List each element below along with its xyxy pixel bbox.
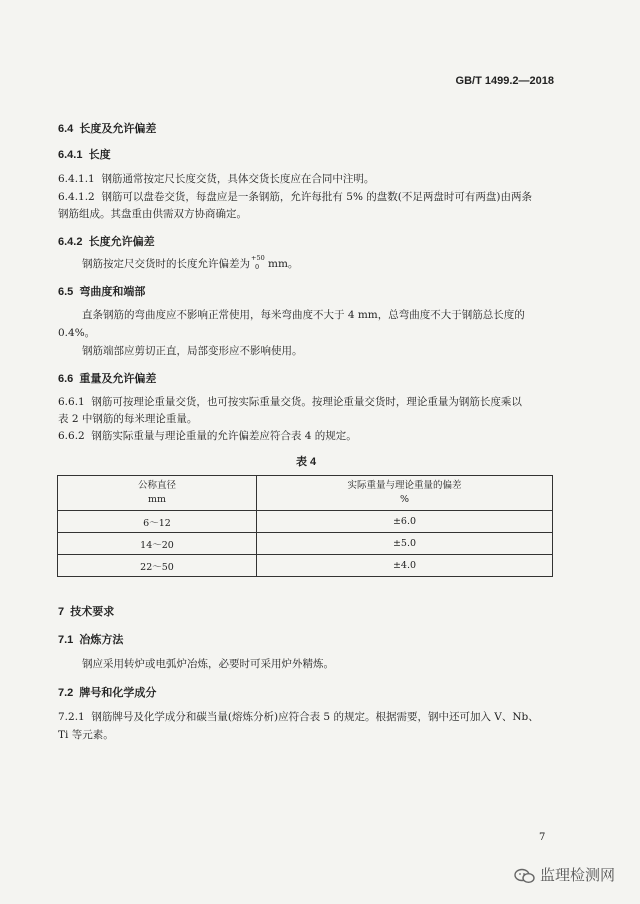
section-number: 7.1 xyxy=(58,634,74,646)
clause-6-4-1-2 xyxy=(58,189,532,204)
clause-number: 6.6.1 xyxy=(58,396,85,408)
clause-number: 6.4.1.2 xyxy=(58,191,95,203)
paragraph-6-5-a: 直条钢筋的弯曲度应不影响正常使用，每米弯曲度不大于 4 mm，总弯曲度不大于钢筋总长度的 xyxy=(82,309,525,321)
section-7-heading xyxy=(58,603,114,619)
section-title: 长度允许偏差 xyxy=(88,236,155,248)
clause-text: 钢筋牌号及化学成分和碳当量(熔炼分析)应符合表 5 的规定。根据需要，钢中还可加入 V、Nb、 xyxy=(91,711,539,723)
section-title: 长度 xyxy=(88,149,111,161)
clause-text: 钢筋实际重量与理论重量的允许偏差应符合表 4 的规定。 xyxy=(91,430,357,442)
standard-number: GB/T 1499.2—2018 xyxy=(455,75,554,87)
deviation-cell: ±6.0 xyxy=(257,511,553,533)
section-number: 6.4.2 xyxy=(58,236,83,248)
table-caption: 表 4 xyxy=(296,456,317,468)
clause-6-4-1-1 xyxy=(58,171,374,186)
clause-number: 7.2.1 xyxy=(58,711,85,723)
table-row xyxy=(58,555,553,577)
deviation-cell: ±4.0 xyxy=(257,555,553,577)
section-number: 6.4.1 xyxy=(58,149,83,161)
section-number: 6.4 xyxy=(58,123,74,135)
clause-7-2-1 xyxy=(58,709,539,724)
page-number: 7 xyxy=(539,832,546,843)
section-6-4-heading xyxy=(58,120,156,136)
section-7-2-heading xyxy=(58,684,156,700)
diameter-cell: 22～50 xyxy=(58,555,257,577)
section-6-4-1-heading xyxy=(58,146,111,162)
clause-6-6-2 xyxy=(58,428,357,443)
watermark xyxy=(514,864,615,885)
section-title: 冶炼方法 xyxy=(79,634,124,646)
clause-6-6-1 xyxy=(58,394,522,409)
tolerance-values xyxy=(250,254,268,271)
section-6-4-2-heading xyxy=(58,233,155,249)
section-6-6-heading xyxy=(58,370,156,386)
paragraph-text: 钢筋按定尺交货时的长度允许偏差为 xyxy=(82,258,250,270)
tolerance-upper: +50 xyxy=(251,254,265,262)
table-row xyxy=(58,533,553,555)
watermark-text: 监理检测网 xyxy=(540,866,616,884)
section-title: 技术要求 xyxy=(70,606,115,618)
wechat-icon xyxy=(514,868,536,884)
header-cell-deviation xyxy=(257,476,553,511)
section-number: 7 xyxy=(58,606,65,618)
clause-number: 6.6.2 xyxy=(58,430,85,442)
section-number: 7.2 xyxy=(58,687,74,699)
header-cell-diameter xyxy=(58,476,257,511)
section-title: 长度及允许偏差 xyxy=(79,123,157,135)
paragraph-6-4-2 xyxy=(82,256,298,271)
clause-text-continued: Ti 等元素。 xyxy=(58,729,114,741)
clause-text: 钢筋可以盘卷交货，每盘应是一条钢筋，允许每批有 5% 的盘数(不足两盘时可有两盘)由两条 xyxy=(101,191,532,203)
table-4 xyxy=(57,475,553,577)
section-6-5-heading xyxy=(58,283,145,299)
paragraph-6-5-b: 钢筋端部应剪切正直，局部变形应不影响使用。 xyxy=(82,345,303,357)
diameter-cell: 14～20 xyxy=(58,533,257,555)
clause-text: 钢筋可按理论重量交货，也可按实际重量交货。按理论重量交货时，理论重量为钢筋长度乘以 xyxy=(91,396,522,408)
table-header-row xyxy=(58,476,553,511)
section-7-1-heading xyxy=(58,631,123,647)
header-unit: % xyxy=(399,494,410,505)
tolerance-lower: 0 xyxy=(255,263,260,271)
header-unit: mm xyxy=(147,494,167,505)
clause-text-continued: 钢筋组成。其盘重由供需双方协商确定。 xyxy=(58,208,247,220)
section-title: 弯曲度和端部 xyxy=(79,286,146,298)
clause-text-continued: 表 2 中钢筋的每米理论重量。 xyxy=(58,413,198,425)
tolerance-unit: mm。 xyxy=(268,258,299,270)
section-title: 牌号和化学成分 xyxy=(79,687,157,699)
clause-number: 6.4.1.1 xyxy=(58,173,95,185)
diameter-cell: 6～12 xyxy=(58,511,257,533)
section-number: 6.5 xyxy=(58,286,74,298)
section-title: 重量及允许偏差 xyxy=(79,373,157,385)
paragraph-7-1: 钢应采用转炉或电弧炉冶炼，必要时可采用炉外精炼。 xyxy=(82,658,334,670)
paragraph-6-5-a-continued: 0.4%。 xyxy=(58,327,96,339)
header-label: 公称直径 xyxy=(137,480,176,491)
section-number: 6.6 xyxy=(58,373,74,385)
clause-text: 钢筋通常按定尺长度交货，具体交货长度应在合同中注明。 xyxy=(101,173,375,185)
table-row xyxy=(58,511,553,533)
deviation-cell: ±5.0 xyxy=(257,533,553,555)
header-label: 实际重量与理论重量的偏差 xyxy=(347,480,462,491)
